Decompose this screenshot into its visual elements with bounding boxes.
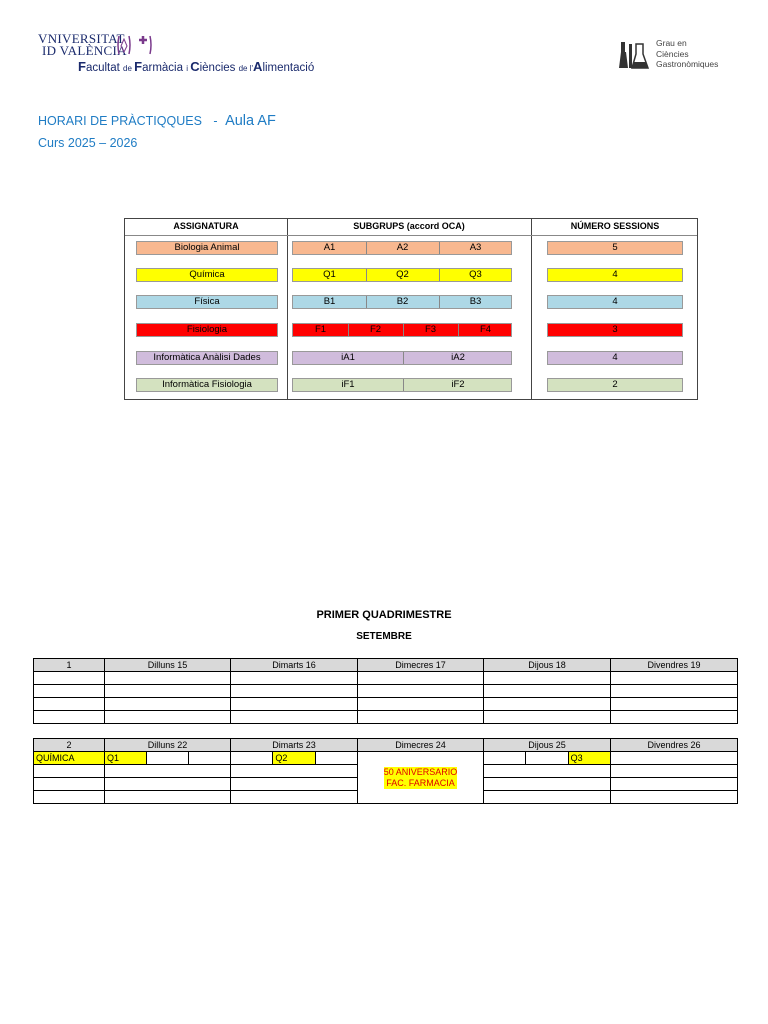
subgroup-label: iA1 <box>341 352 355 363</box>
subgroup-label: B2 <box>396 296 409 307</box>
table-row <box>34 698 738 711</box>
header-subgrups: SUBGRUPS (accord OCA) <box>353 221 465 231</box>
faculty-name: Facultat de Farmàcia i Ciències de l'Alimentació <box>78 59 315 74</box>
title-separator: - <box>213 114 218 128</box>
subject-name: Física <box>136 295 278 309</box>
week-1-table <box>33 658 738 724</box>
subgroups-bar <box>292 268 512 282</box>
lab-flask-icon <box>618 40 652 72</box>
subject-name: Informàtica Fisiologia <box>136 378 278 392</box>
subgroup-label: F1 <box>314 324 327 335</box>
subgroup-label: iA2 <box>451 352 465 363</box>
week-number: 2 <box>34 739 105 752</box>
subgroups-bar <box>292 323 512 337</box>
university-logo <box>38 31 315 76</box>
day-header: Dijous 25 <box>484 739 611 752</box>
subject-name: Fisiologia <box>136 323 278 337</box>
subject-cell: QUÍMICA <box>34 752 105 765</box>
event-cell <box>358 752 484 804</box>
degree-name: Grau en Ciències Gastronòmiques <box>656 38 719 69</box>
subgroup-label: Q3 <box>469 269 482 280</box>
course-year: Curs 2025 – 2026 <box>38 136 138 150</box>
day-header: Dilluns 15 <box>105 659 231 672</box>
university-name-line1: VNIVERSITAT <box>38 31 125 46</box>
group-slot: Q2 <box>273 752 315 764</box>
subgroup-label: B1 <box>323 296 336 307</box>
subgroup-label: Q1 <box>323 269 336 280</box>
header-assignatura: ASSIGNATURA <box>173 221 239 231</box>
subgroup-label: A1 <box>323 242 336 253</box>
day-header: Divendres 26 <box>611 739 738 752</box>
university-seal-icon <box>116 34 152 56</box>
subgroup-label: F2 <box>369 324 382 335</box>
semester-title: PRIMER QUADRIMESTRE <box>316 609 452 621</box>
day-header: Dimecres 17 <box>358 659 484 672</box>
subgroup-label: F4 <box>479 324 492 335</box>
week-2-table <box>33 738 738 804</box>
subgroups-bar <box>292 241 512 255</box>
subgroup-label: B3 <box>469 296 482 307</box>
session-count: 4 <box>547 351 683 365</box>
table-row <box>34 752 738 765</box>
degree-logo <box>618 38 738 74</box>
subject-name: Química <box>136 268 278 282</box>
subgroup-label: A3 <box>469 242 482 253</box>
session-count: 4 <box>547 295 683 309</box>
table-row <box>34 711 738 724</box>
event-label: 50 ANIVERSARIO FAC. FARMACIA <box>383 766 458 788</box>
subgroup-label: F3 <box>424 324 437 335</box>
day-header: Dimarts 23 <box>231 739 358 752</box>
month-title: SETEMBRE <box>356 631 412 642</box>
day-header: Dilluns 22 <box>105 739 231 752</box>
subject-name: Informàtica Anàlisi Dades <box>136 351 278 365</box>
title-aula: Aula AF <box>225 113 276 129</box>
table-row <box>34 685 738 698</box>
subgroups-bar <box>292 351 512 365</box>
subgroup-label: iF2 <box>451 379 465 390</box>
session-count: 3 <box>547 323 683 337</box>
day-header: Dimarts 16 <box>231 659 358 672</box>
group-slot: Q3 <box>569 752 610 764</box>
subgroup-label: A2 <box>396 242 409 253</box>
page-title <box>38 113 276 129</box>
university-name-line2: ID VALÈNCIA <box>42 43 127 58</box>
title-text: HORARI DE PRÀCTIQQUES <box>38 114 202 128</box>
table-row <box>34 672 738 685</box>
week-number: 1 <box>34 659 105 672</box>
session-count: 5 <box>547 241 683 255</box>
subjects-summary <box>124 218 698 400</box>
subgroup-label: Q2 <box>396 269 409 280</box>
day-header: Dimecres 24 <box>358 739 484 752</box>
session-count: 2 <box>547 378 683 392</box>
subgroups-bar <box>292 378 512 392</box>
group-slot: Q1 <box>105 752 147 764</box>
day-header: Divendres 19 <box>611 659 738 672</box>
subgroups-bar <box>292 295 512 309</box>
header-sessions: NÚMERO SESSIONS <box>570 221 660 231</box>
subgroup-label: iF1 <box>341 379 355 390</box>
session-count: 4 <box>547 268 683 282</box>
subject-name: Biologia Animal <box>136 241 278 255</box>
day-header: Dijous 18 <box>484 659 611 672</box>
